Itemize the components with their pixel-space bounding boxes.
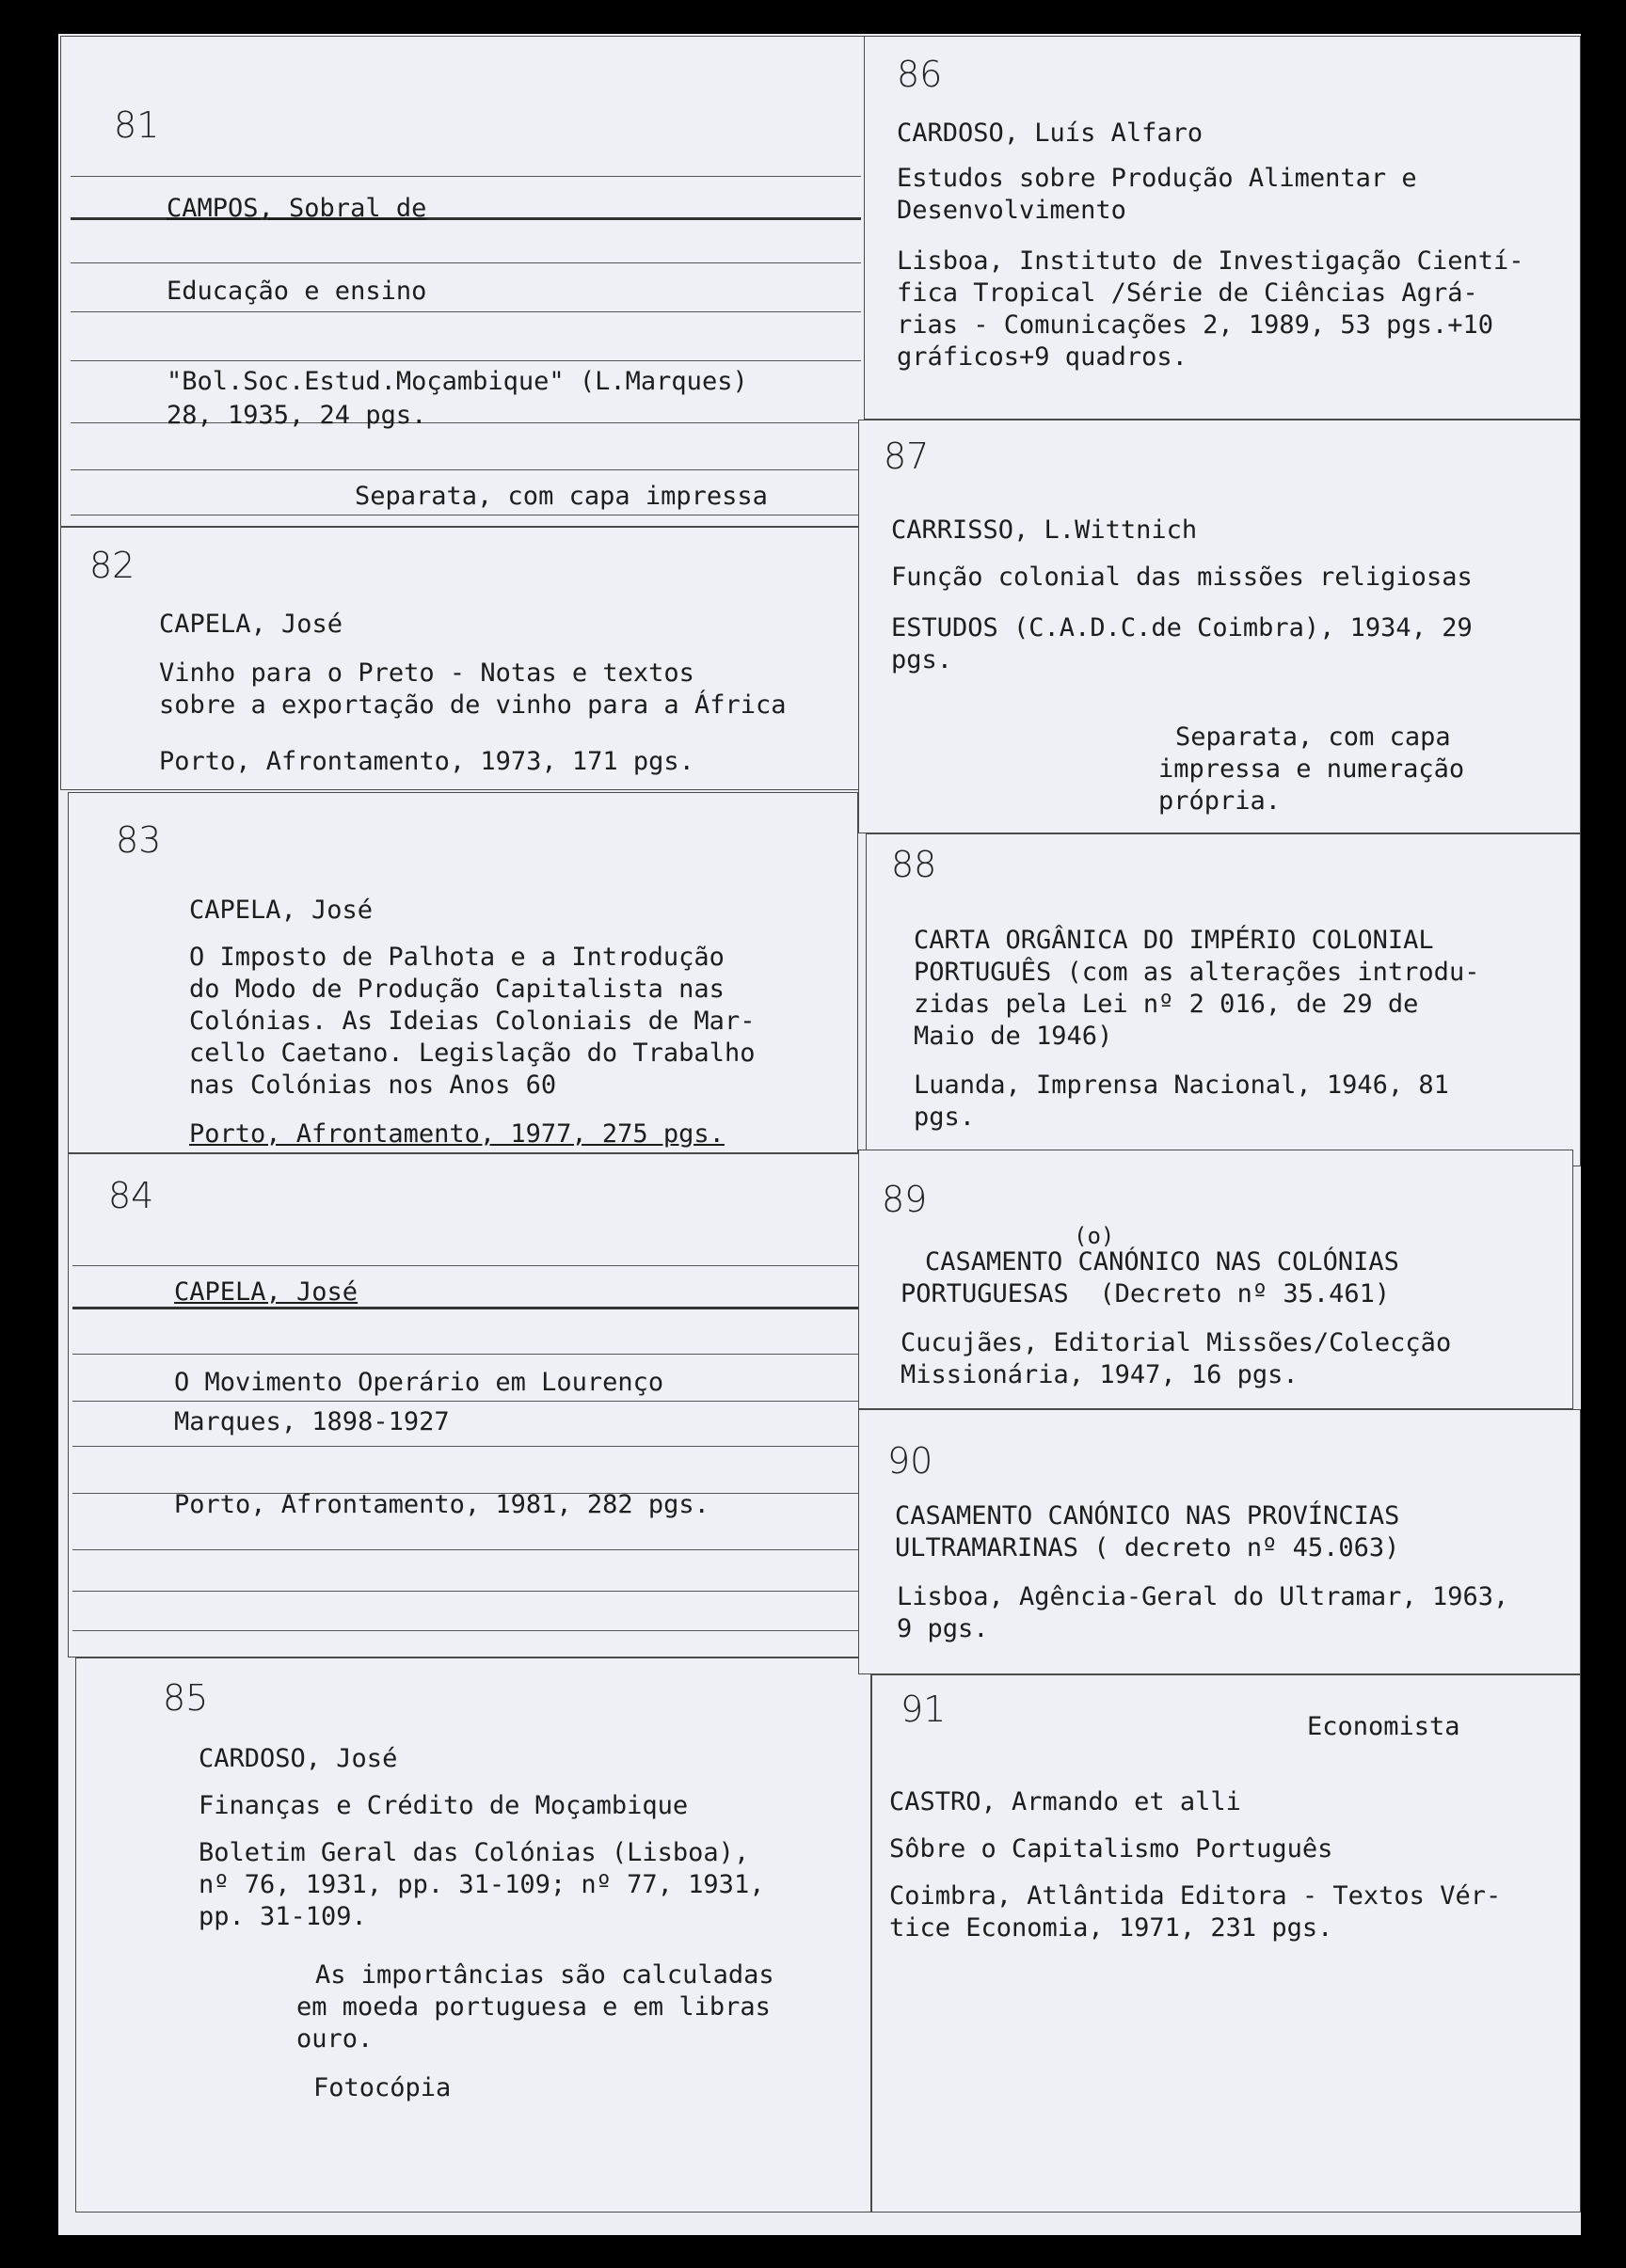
card-number: 82: [89, 545, 136, 586]
card-number: 90: [887, 1440, 933, 1482]
source-line-1: ESTUDOS (C.A.D.C.de Coimbra), 1934, 29: [891, 613, 1473, 642]
card-83: [68, 792, 858, 1153]
source: Porto, Afrontamento, 1977, 275 pgs.: [189, 1119, 725, 1149]
source-line-1: Lisboa, Instituto de Investigação Cientí-: [897, 246, 1524, 276]
source-line-2: pgs.: [891, 645, 953, 674]
title-line-2: do Modo de Produção Capitalista nas: [189, 975, 725, 1004]
title: Função colonial das missões religiosas: [891, 563, 1473, 592]
source-line-2: nº 76, 1931, pp. 31-109; nº 77, 1931,: [199, 1870, 765, 1899]
card-number: 87: [884, 436, 930, 477]
annotation: Economista: [1307, 1712, 1460, 1741]
source-line-1: Lisboa, Agência-Geral do Ultramar, 1963,: [897, 1582, 1509, 1611]
card-82: [60, 527, 865, 790]
title-line-2: Desenvolvimento: [897, 196, 1126, 225]
note-line-1: Separata, com capa: [1175, 722, 1451, 752]
card-number: 81: [114, 104, 160, 146]
card-87: [858, 420, 1581, 833]
card-number: 86: [897, 54, 943, 95]
card-90: [858, 1409, 1581, 1674]
source-line-3: rias - Comunicações 2, 1989, 53 pgs.+10: [897, 310, 1493, 340]
note-line-4: Fotocópia: [313, 2073, 452, 2102]
title-line-2: Marques, 1898-1927: [174, 1407, 450, 1436]
source-line-1: "Bol.Soc.Estud.Moçambique" (L.Marques): [167, 367, 748, 396]
card-81: [60, 36, 865, 527]
card-number: 91: [901, 1689, 947, 1730]
author: CAPELA, José: [174, 1277, 359, 1307]
card-88: [866, 833, 1581, 1166]
title: Finanças e Crédito de Moçambique: [199, 1791, 689, 1820]
title-line-2: ULTRAMARINAS ( decreto nº 45.063): [895, 1533, 1400, 1562]
source-line-4: gráficos+9 quadros.: [897, 342, 1188, 372]
title: Educação e ensino: [167, 277, 427, 306]
source-line-1: Boletim Geral das Colónias (Lisboa),: [199, 1838, 750, 1867]
note-line-3: ouro.: [296, 2024, 374, 2054]
title-line-2: PORTUGUÊS (com as alterações introdu-: [914, 958, 1480, 987]
title: Sôbre o Capitalismo Português: [889, 1834, 1333, 1864]
card-number: 83: [116, 819, 162, 861]
author: CASTRO, Armando et alli: [889, 1787, 1241, 1816]
source-line-2: Missionária, 1947, 16 pgs.: [901, 1360, 1299, 1389]
author: CAPELA, José: [159, 610, 343, 639]
title-line-4: cello Caetano. Legislação do Trabalho: [189, 1039, 756, 1068]
card-86: [864, 36, 1581, 420]
note-line-2: impressa e numeração: [1158, 754, 1465, 784]
card-number: 84: [108, 1175, 154, 1216]
handwritten-annotation: (o): [1074, 1223, 1115, 1249]
note-line-1: As importâncias são calculadas: [315, 1960, 774, 1990]
title-line-1: CASAMENTO CANÓNICO NAS PROVÍNCIAS: [895, 1501, 1400, 1531]
author: CARDOSO, José: [199, 1744, 398, 1773]
title-line-3: zidas pela Lei nº 2 016, de 29 de: [914, 990, 1419, 1019]
source-line-3: pp. 31-109.: [199, 1902, 367, 1931]
note-line-2: em moeda portuguesa e em libras: [296, 1992, 771, 2022]
source-line-2: tice Economia, 1971, 231 pgs.: [889, 1913, 1333, 1943]
source-line-2: pgs.: [914, 1102, 976, 1132]
title-line-1: CASAMENTO CANÓNICO NAS COLÓNIAS: [925, 1247, 1399, 1277]
author: CAMPOS, Sobral de: [167, 194, 427, 223]
card-number: 85: [163, 1677, 209, 1719]
source-line-2: 28, 1935, 24 pgs.: [167, 401, 427, 430]
source: Porto, Afrontamento, 1973, 171 pgs.: [159, 747, 694, 776]
source-line-1: Cucujães, Editorial Missões/Colecção: [901, 1328, 1452, 1357]
title-line-2: PORTUGUESAS (Decreto nº 35.461): [901, 1279, 1391, 1308]
title-line-2: sobre a exportação de vinho para a África: [159, 690, 787, 720]
title-line-3: Colónias. As Ideias Coloniais de Mar-: [189, 1007, 756, 1036]
title-line-1: O Movimento Operário em Lourenço: [174, 1368, 664, 1397]
author: CARRISSO, L.Wittnich: [891, 515, 1198, 545]
source-line-2: 9 pgs.: [897, 1614, 989, 1643]
card-number: 88: [891, 844, 937, 885]
title-line-4: Maio de 1946): [914, 1022, 1113, 1051]
title-line-1: Estudos sobre Produção Alimentar e: [897, 164, 1417, 193]
card-number: 89: [882, 1179, 928, 1220]
author: CARDOSO, Luís Alfaro: [897, 119, 1204, 148]
source-line-1: Coimbra, Atlântida Editora - Textos Vér-: [889, 1881, 1502, 1911]
author: CAPELA, José: [189, 896, 374, 925]
title-line-1: CARTA ORGÂNICA DO IMPÉRIO COLONIAL: [914, 926, 1434, 955]
title-line-1: Vinho para o Preto - Notas e textos: [159, 658, 694, 688]
source-line-2: fica Tropical /Série de Ciências Agrá-: [897, 278, 1478, 308]
source: Porto, Afrontamento, 1981, 282 pgs.: [174, 1490, 709, 1519]
source-line-1: Luanda, Imprensa Nacional, 1946, 81: [914, 1071, 1449, 1100]
note-line-3: própria.: [1158, 786, 1282, 816]
title-line-1: O Imposto de Palhota e a Introdução: [189, 943, 725, 972]
card-91: [871, 1674, 1581, 2212]
title-line-5: nas Colónias nos Anos 60: [189, 1071, 557, 1100]
card-89: [858, 1150, 1573, 1409]
note: Separata, com capa impressa: [355, 482, 768, 511]
card-84: [68, 1153, 864, 1657]
card-85: [75, 1657, 871, 2212]
